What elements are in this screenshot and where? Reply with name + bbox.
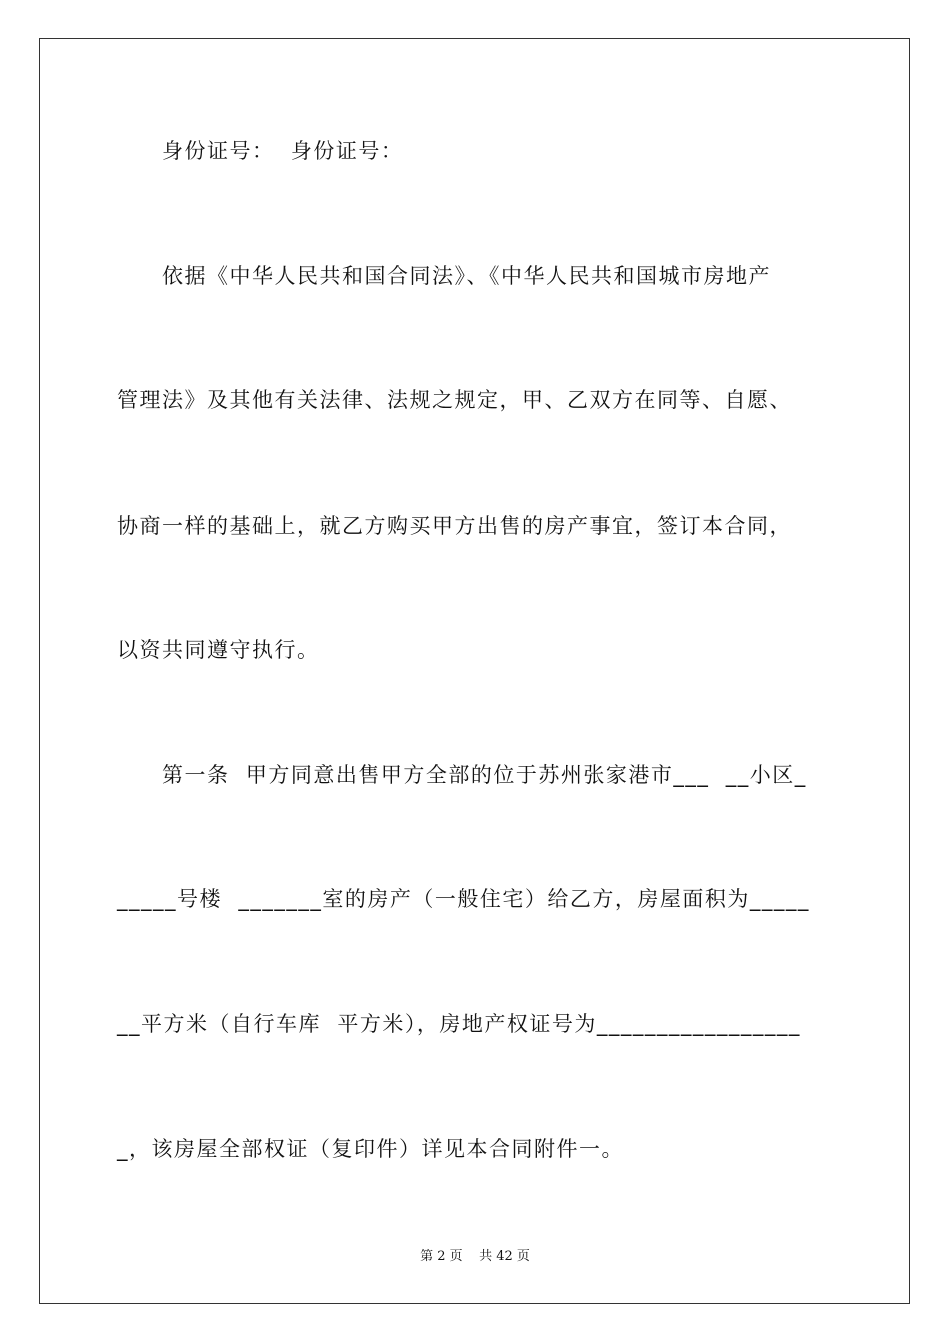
paragraph-line: 管理法》及其他有关法律、法规之规定，甲、乙双方在同等、自愿、 [117,388,792,412]
page-frame [39,38,910,1304]
paragraph-line: 以资共同遵守执行。 [117,638,320,662]
id-number-line: 身份证号： 身份证号： [162,139,404,163]
paragraph-line: 协商一样的基础上，就乙方购买甲方出售的房产事宜，签订本合同， [117,514,792,538]
paragraph-line: _____号楼 _______室的房产（一般住宅）给乙方，房屋面积为_____ [117,887,810,911]
paragraph-line: _，该房屋全部权证（复印件）详见本合同附件一。 [117,1137,624,1161]
paragraph-line: __平方米（自行车库 平方米），房地产权证号为_________________ [117,1012,801,1036]
article-one-line: 第一条 甲方同意出售甲方全部的位于苏州张家港市___ __小区_ [162,763,807,787]
page-number-footer: 第 2 页 共 42 页 [420,1249,530,1264]
paragraph-line: 依据《中华人民共和国合同法》、《中华人民共和国城市房地产 [162,264,771,288]
